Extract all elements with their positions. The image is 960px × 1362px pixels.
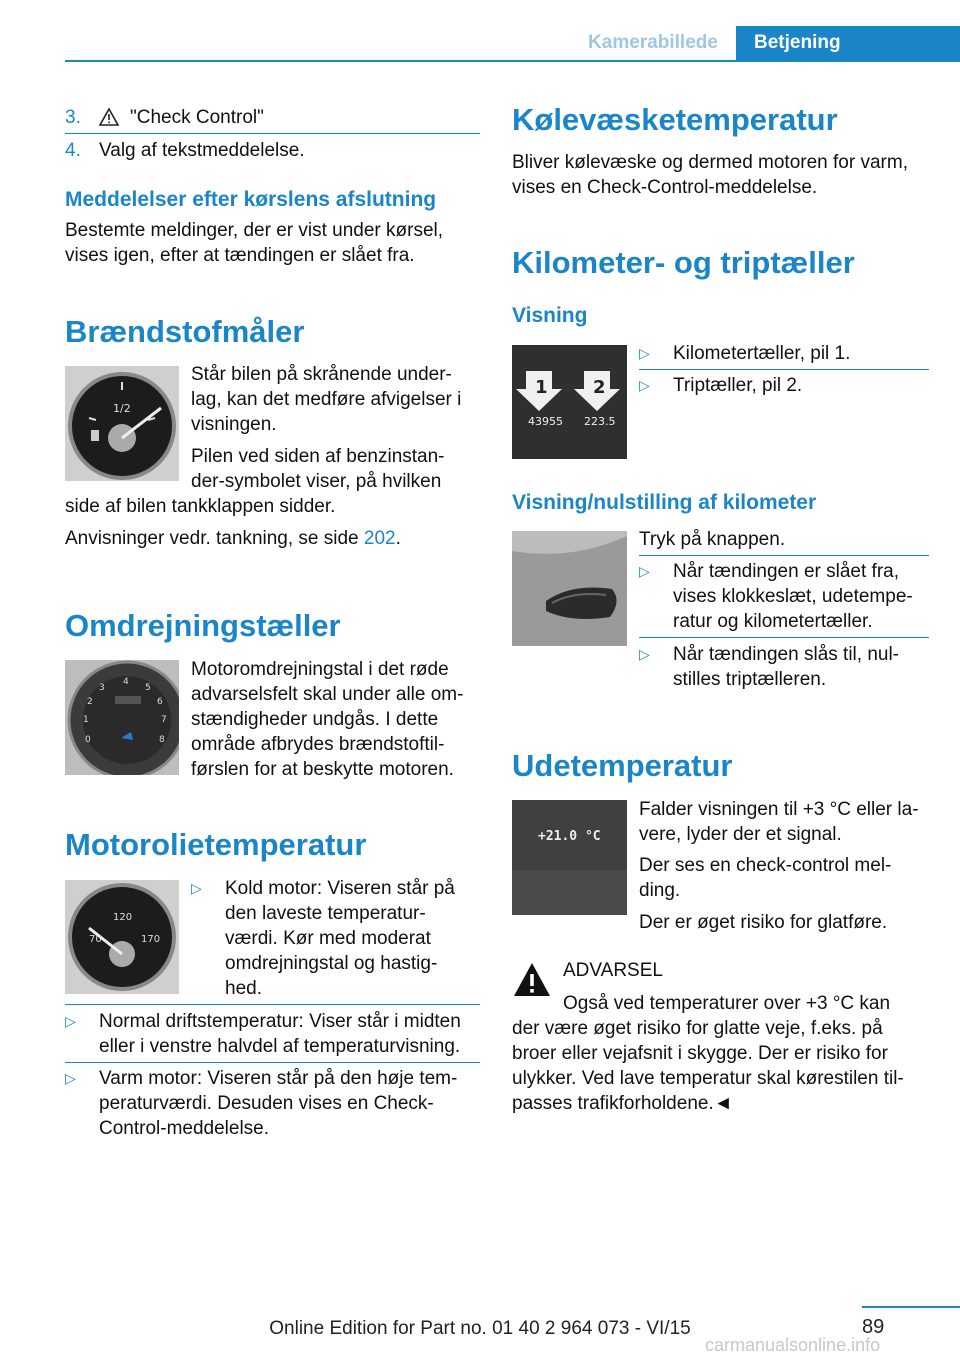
svg-text:1: 1 [83,715,89,725]
bullet-line: Triptæller, pil 2. [673,375,803,396]
divider [639,555,929,556]
edition-text: Online Edition for Part no. 01 40 2 964 073 - VI/15 [269,1318,691,1339]
divider [65,1004,480,1005]
paragraph-line: område afbrydes brændstoftil- [191,734,445,755]
section-title: Kilometer- og triptæller [512,245,855,280]
warning-icon [512,960,552,1000]
fuel-gauge-icon [65,366,179,481]
paragraph-line: Falder visningen til +3 °C eller la- [639,799,919,820]
bullet-triangle-icon: ▷ [65,1013,76,1029]
list-number: 3. [65,107,81,128]
bullet-line: værdi. Kør med moderat [225,928,431,949]
list-item-text: "Check Control" [130,107,264,128]
paragraph-line: Pilen ved siden af benzinstan- [191,446,445,467]
paragraph-reference [65,526,401,551]
bullet-triangle-icon: ▷ [639,377,650,393]
section-title: Kølevæsketemperatur [512,102,838,137]
tab-betjening[interactable]: Betjening [736,26,960,60]
section-title: Udetemperatur [512,748,733,783]
trip-reset-button-icon [512,531,627,646]
paragraph-line: ding. [639,880,681,901]
svg-text:1/2: 1/2 [113,402,131,415]
divider [639,637,929,638]
paragraph-line: visningen. [191,414,277,435]
section-heading: Visning/nulstilling af kilometer [512,491,817,514]
divider [65,1062,480,1063]
warning-icon [99,108,119,126]
paragraph-line: Står bilen på skrånende under- [191,364,452,385]
svg-text:170: 170 [141,934,161,945]
warning-title: ADVARSEL [563,960,663,981]
bullet-line: Kold motor: Viseren står på [225,878,455,899]
warning-line: Også ved temperaturer over +3 °C kan [563,993,891,1014]
svg-text:0: 0 [85,735,91,745]
bullet-line: den laveste temperatur- [225,903,426,924]
warning-line: der være øget risiko for glatte veje, f.eks. på [512,1018,883,1039]
section-title: Omdrejningstæller [65,608,341,643]
bullet-triangle-icon: ▷ [639,563,650,579]
section-heading: Visning [512,304,588,327]
fuel-gauge-image [65,366,179,481]
svg-text:3: 3 [99,683,105,693]
svg-text:6: 6 [157,697,163,707]
section-heading: Meddelelser efter kørslens afslutning [65,188,437,211]
svg-text:2: 2 [87,697,93,707]
page-link-202[interactable]: 202 [363,528,396,549]
divider [639,369,929,370]
warning-line: ulykker. Ved lave temperatur skal kørestilen til- [512,1068,904,1089]
watermark: carmanualsonline.info [705,1335,881,1355]
rev-counter-image [65,660,179,775]
paragraph-line: Der ses en check-control mel- [639,855,892,876]
paragraph-line: advarselsfelt skal under alle om- [191,684,464,705]
oil-gauge-image [65,880,179,994]
bullet-triangle-icon: ▷ [639,345,650,361]
tachometer-icon [65,660,179,775]
paragraph-line: Tryk på knappen. [639,529,786,550]
tab-kamerabillede[interactable]: Kamerabillede [588,32,718,53]
svg-text:70: 70 [89,934,102,945]
paragraph-line: lag, kan det medføre afvigelser i [191,389,462,410]
outside-temp-image [512,800,627,915]
paragraph-line: stændigheder undgås. I dette [191,709,439,730]
paragraph-line: vises en Check-Control-meddelelse. [512,177,818,198]
bullet-line: Normal driftstemperatur: Viser står i midten [99,1011,461,1032]
paragraph-line: vere, lyder der et signal. [639,824,842,845]
svg-text:43955: 43955 [528,415,563,428]
bullet-line: stilles triptælleren. [673,669,827,690]
bullet-triangle-icon: ▷ [639,646,650,662]
svg-text:120: 120 [113,912,133,923]
svg-text:4: 4 [123,677,129,687]
paragraph-line: der-symbolet viser, på hvilken [191,471,442,492]
list-item-text: Valg af tekstmeddelelse. [99,140,305,161]
svg-text:8: 8 [159,735,165,745]
warning-line: passes trafikforholdene.◄ [512,1093,733,1114]
bullet-line: ratur og kilometertæller. [673,611,873,632]
svg-text:+21.0 °C: +21.0 °C [538,829,601,844]
svg-text:7: 7 [161,715,167,725]
svg-text:223.5: 223.5 [584,415,616,428]
bullet-line: hed. [225,978,262,999]
bullet-line: vises klokkeslæt, udetempe- [673,586,913,607]
bullet-line: Kilometertæller, pil 1. [673,343,851,364]
temperature-display-icon [512,800,627,915]
paragraph-line: side af bilen tankklappen sidder. [65,496,336,517]
bullet-line: Varm motor: Viseren står på den høje tem- [99,1068,458,1089]
reference-text: Anvisninger vedr. tankning, se side [65,528,359,549]
list-number: 4. [65,140,81,161]
svg-text:2: 2 [593,377,606,398]
paragraph-line: Der er øget risiko for glatføre. [639,912,888,933]
warning-line: broer eller vejafsnit i skygge. Der er risiko for [512,1043,888,1064]
divider [65,133,480,134]
page-number: 89 [862,1316,885,1338]
bullet-line: Når tændingen slås til, nul- [673,644,899,665]
odometer-arrows-icon [512,345,627,459]
section-title: Motorolietemperatur [65,827,367,862]
paragraph-line: Bestemte meldinger, der er vist under kørsel, [65,220,444,241]
section-title: Brændstofmåler [65,314,305,349]
bullet-line: omdrejningstal og hastig- [225,953,438,974]
oil-temp-gauge-icon [65,880,179,994]
footer-rule [862,1306,960,1308]
paragraph-line: førslen for at beskytte motoren. [191,759,454,780]
odometer-image [512,345,627,459]
bullet-triangle-icon: ▷ [191,880,202,896]
paragraph-line: Bliver kølevæske og dermed motoren for varm, [512,152,908,173]
bullet-line: Når tændingen er slået fra, [673,561,900,582]
bullet-line: peraturværdi. Desuden vises en Check- [99,1093,434,1114]
svg-text:5: 5 [145,683,151,693]
paragraph-line: Motoromdrejningstal i det røde [191,659,449,680]
bullet-line: eller i venstre halvdel af temperaturvisning. [99,1036,461,1057]
reference-period: . [395,528,401,549]
header-rule [65,60,960,62]
paragraph-line: vises igen, efter at tændingen er slået fra. [65,245,415,266]
svg-text:1: 1 [535,377,548,398]
bullet-triangle-icon: ▷ [65,1070,76,1086]
reset-button-image [512,531,627,646]
bullet-line: Control-meddelelse. [99,1118,270,1139]
